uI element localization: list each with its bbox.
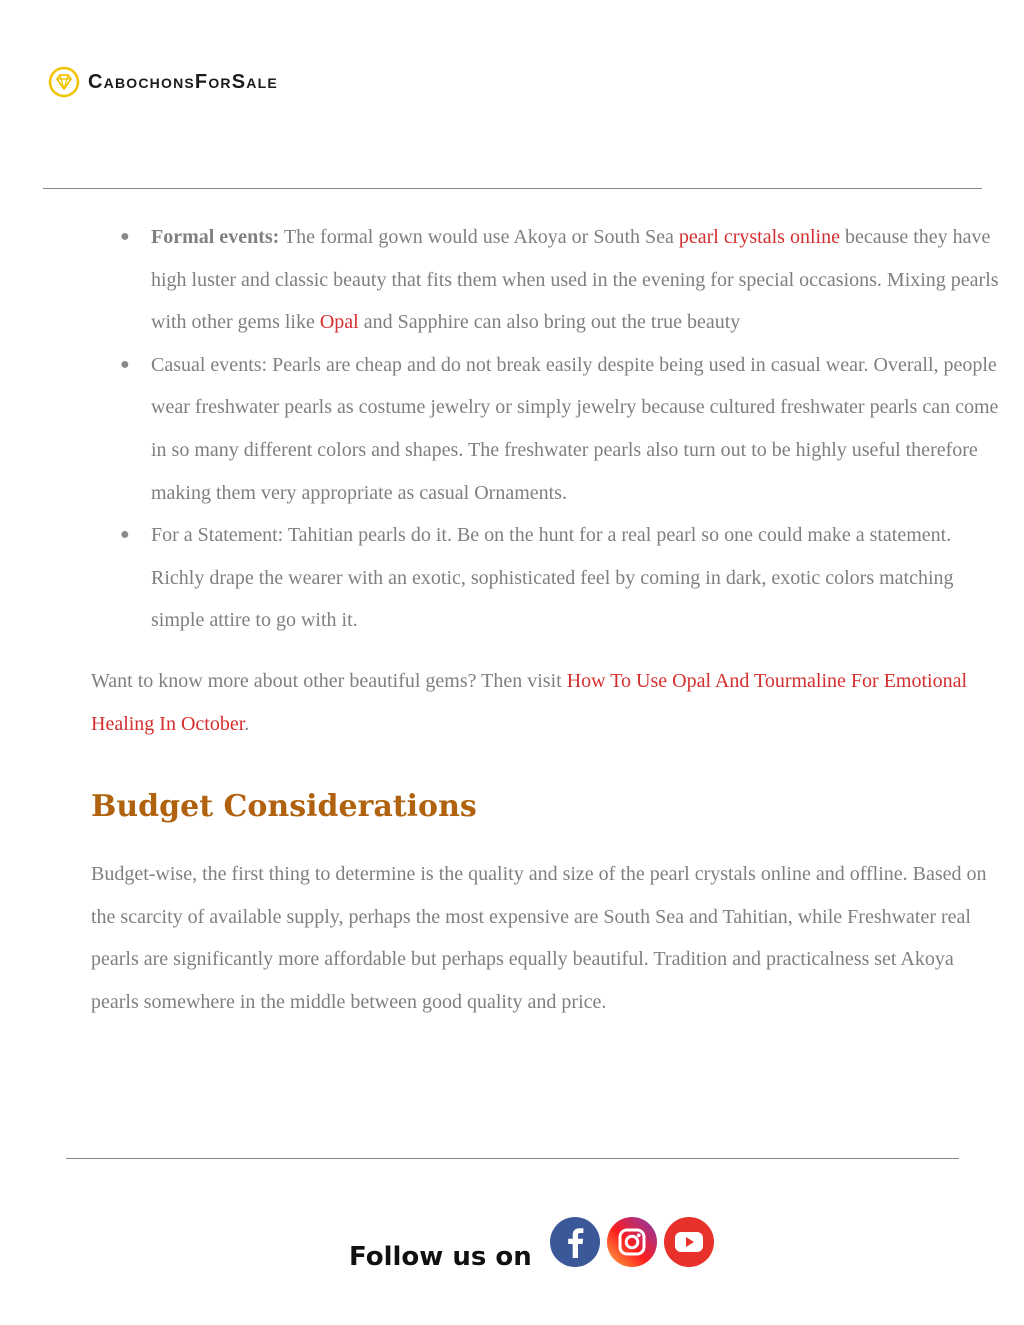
top-divider: [43, 188, 982, 189]
brand-name: CabochonsForSale: [88, 70, 278, 93]
list-item: [91, 514, 1001, 642]
diamond-logo-icon: [48, 66, 80, 98]
section-heading: Budget Considerations: [91, 789, 477, 825]
bullet-icon: ●: [120, 355, 130, 373]
social-footer: [349, 1214, 720, 1274]
bullet-text: Casual events: Pearls are cheap and do not break easily despite being used in casual wear. Overall, people wear freshwater pearls as costume jewelry or simply jewelry because cultured freshwater pearls can come in so many different colors and shapes. The freshwater pearls also turn out to be highly useful therefore making them very appropriate as casual Ornaments.: [151, 353, 999, 504]
bullet-icon: ●: [120, 228, 130, 245]
opal-tourmaline-article-link[interactable]: How To Use Opal And Tourmaline For Emotional Healing In October: [91, 669, 968, 735]
facebook-icon[interactable]: [549, 1216, 601, 1268]
list-item: [91, 216, 1001, 344]
bullet-text: The formal gown would use Akoya or South Sea: [279, 226, 679, 248]
opal-link[interactable]: Opal: [319, 311, 359, 334]
visit-text: Want to know more about other beautiful gems? Then visit: [91, 669, 567, 692]
visit-paragraph: [91, 660, 1001, 745]
instagram-icon[interactable]: [606, 1216, 658, 1268]
list-item: [91, 344, 1001, 514]
youtube-icon[interactable]: [663, 1216, 715, 1268]
bullet-text: and Sapphire can also bring out the true beauty: [358, 311, 741, 334]
follow-us-label: Follow us on: [349, 1242, 532, 1272]
header: [48, 64, 278, 100]
article-body: [91, 216, 1001, 1024]
budget-paragraph: Budget-wise, the first thing to determine is the quality and size of the pearl crystals online and offline. Based on the scarcity of available supply, perhaps the most expensive are South Sea and Tahitian, while Freshwater real pearls are significantly more affordable but perhaps equally beautiful. Tradition and practicalness set Akoya pearls somewhere in the middle between good quality and price.: [91, 863, 987, 1013]
bullet-text: For a Statement: Tahitian pearls do it. Be on the hunt for a real pearl so one could make a statement. Richly drape the wearer with an exotic, sophisticated feel by coming in dark, exotic colors matching simple attire to go with it.: [151, 524, 954, 632]
bullet-icon: ●: [120, 526, 130, 544]
bottom-divider: [66, 1158, 959, 1159]
bullet-text: because they have high luster and classic beauty that fits them when used in the evening for special occasions. Mixing pearls with other gems like: [151, 226, 999, 334]
visit-period: .: [244, 712, 250, 735]
pearl-crystals-link[interactable]: pearl crystals online: [678, 226, 840, 248]
bullet-lead: Formal events:: [151, 226, 280, 248]
bullet-list: [91, 216, 1001, 642]
